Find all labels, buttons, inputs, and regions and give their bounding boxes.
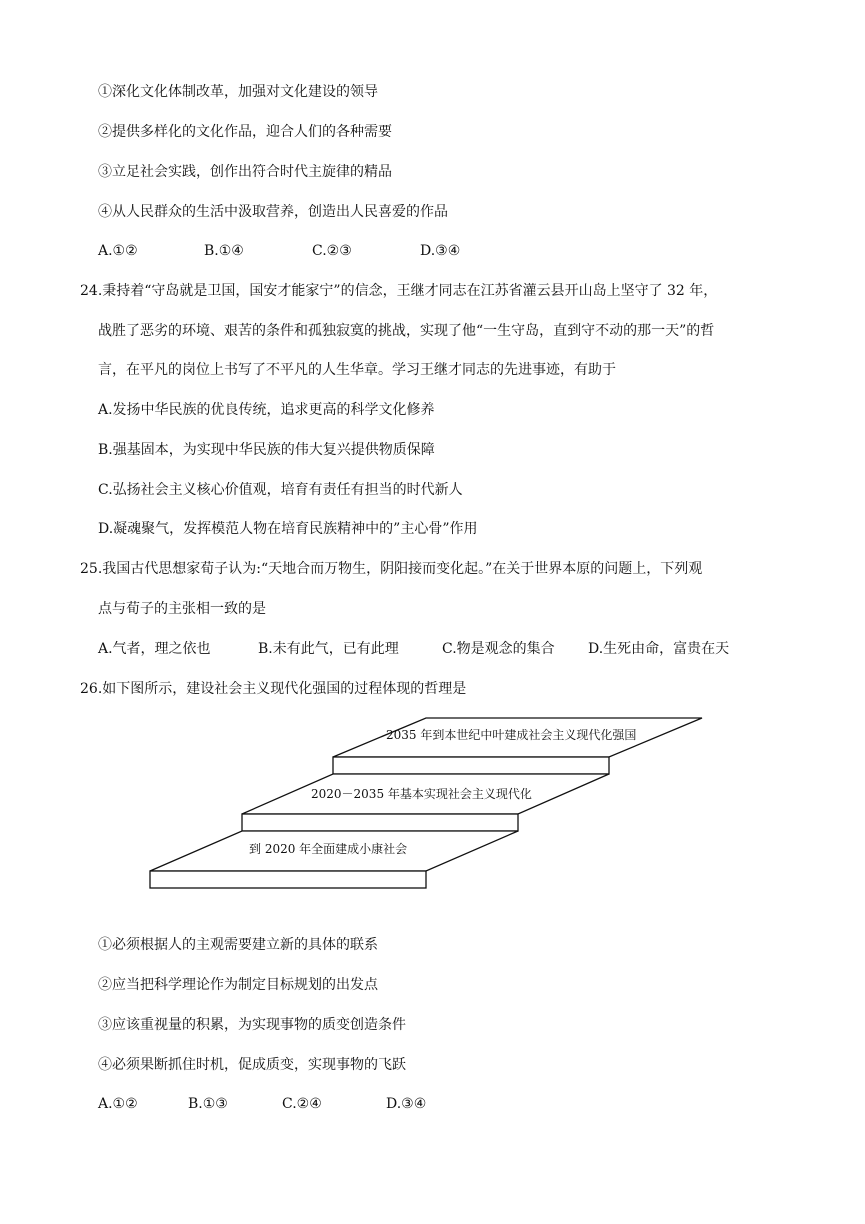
q23-option-d: D.③④ bbox=[420, 243, 461, 259]
q25-option-c: C.物是观念的集合 bbox=[442, 641, 555, 657]
q23-statement-1: ①深化文化体制改革，加强对文化建设的领导 bbox=[98, 84, 378, 100]
q23-statement-2: ②提供多样化的文化作品，迎合人们的各种需要 bbox=[98, 124, 392, 140]
q24-option-d: D.凝魂聚气，发挥模范人物在培育民族精神中的”主心骨”作用 bbox=[98, 521, 478, 537]
q26-statement-2: ②应当把科学理论作为制定目标规划的出发点 bbox=[98, 977, 378, 993]
q26-option-c: C.②④ bbox=[282, 1096, 322, 1112]
q26-statement-3: ③应该重视量的积累，为实现事物的质变创造条件 bbox=[98, 1017, 406, 1033]
q23-statement-4: ④从人民群众的生活中汲取营养，创造出人民喜爱的作品 bbox=[98, 204, 448, 220]
q26-statement-1: ①必须根据人的主观需要建立新的具体的联系 bbox=[98, 937, 378, 953]
q26-option-a: A.①② bbox=[98, 1096, 138, 1112]
step-1-front-face bbox=[150, 871, 426, 888]
q25-option-b: B.未有此气，已有此理 bbox=[258, 641, 399, 657]
q25-option-a: A.气者，理之依也 bbox=[98, 641, 211, 657]
q24-option-a: A.发扬中华民族的优良传统，追求更高的科学文化修养 bbox=[98, 402, 435, 418]
step-2-front-face bbox=[242, 814, 518, 831]
step-3-label: 2035 年到本世纪中叶建成社会主义现代化强国 bbox=[386, 728, 637, 742]
q26-option-d: D.③④ bbox=[386, 1096, 427, 1112]
q26-option-b: B.①③ bbox=[188, 1096, 228, 1112]
step-2-label: 2020－2035 年基本实现社会主义现代化 bbox=[311, 787, 532, 801]
q24-option-b: B.强基固本，为实现中华民族的伟大复兴提供物质保障 bbox=[98, 442, 435, 458]
q25-stem-line-1: 25.我国古代思想家荀子认为:“天地合而万物生，阴阳接而变化起。”在关于世界本原的问题上，下列观 bbox=[80, 561, 703, 577]
q25-stem-line-2: 点与荀子的主张相一致的是 bbox=[98, 601, 266, 617]
q26-stem: 26.如下图所示，建设社会主义现代化强国的过程体现的哲理是 bbox=[80, 681, 467, 697]
q24-stem-line-3: 言，在平凡的岗位上书写了不平凡的人生华章。学习王继才同志的先进事迹，有助于 bbox=[98, 362, 616, 378]
q23-option-a: A.①② bbox=[98, 243, 138, 259]
step-3-front-face bbox=[333, 757, 609, 774]
q24-stem-line-1: 24.秉持着“守岛就是卫国，国安才能家宁”的信念，王继才同志在江苏省灌云县开山岛上坚守了 32 年， bbox=[80, 283, 718, 299]
q23-statement-3: ③立足社会实践，创作出符合时代主旋律的精品 bbox=[98, 164, 392, 180]
q25-option-d: D.生死由命，富贵在天 bbox=[588, 641, 730, 657]
q24-option-c: C.弘扬社会主义核心价值观，培育有责任有担当的时代新人 bbox=[98, 482, 463, 498]
q24-stem-line-2: 战胜了恶劣的环境、艰苦的条件和孤独寂寞的挑战，实现了他“一生守岛，直到守不动的那一天”的哲 bbox=[98, 323, 715, 339]
q26-statement-4: ④必须果断抓住时机，促成质变，实现事物的飞跃 bbox=[98, 1057, 406, 1073]
q23-option-c: C.②③ bbox=[312, 243, 352, 259]
q23-option-b: B.①④ bbox=[204, 243, 244, 259]
step-1-label: 到 2020 年全面建成小康社会 bbox=[249, 842, 408, 856]
